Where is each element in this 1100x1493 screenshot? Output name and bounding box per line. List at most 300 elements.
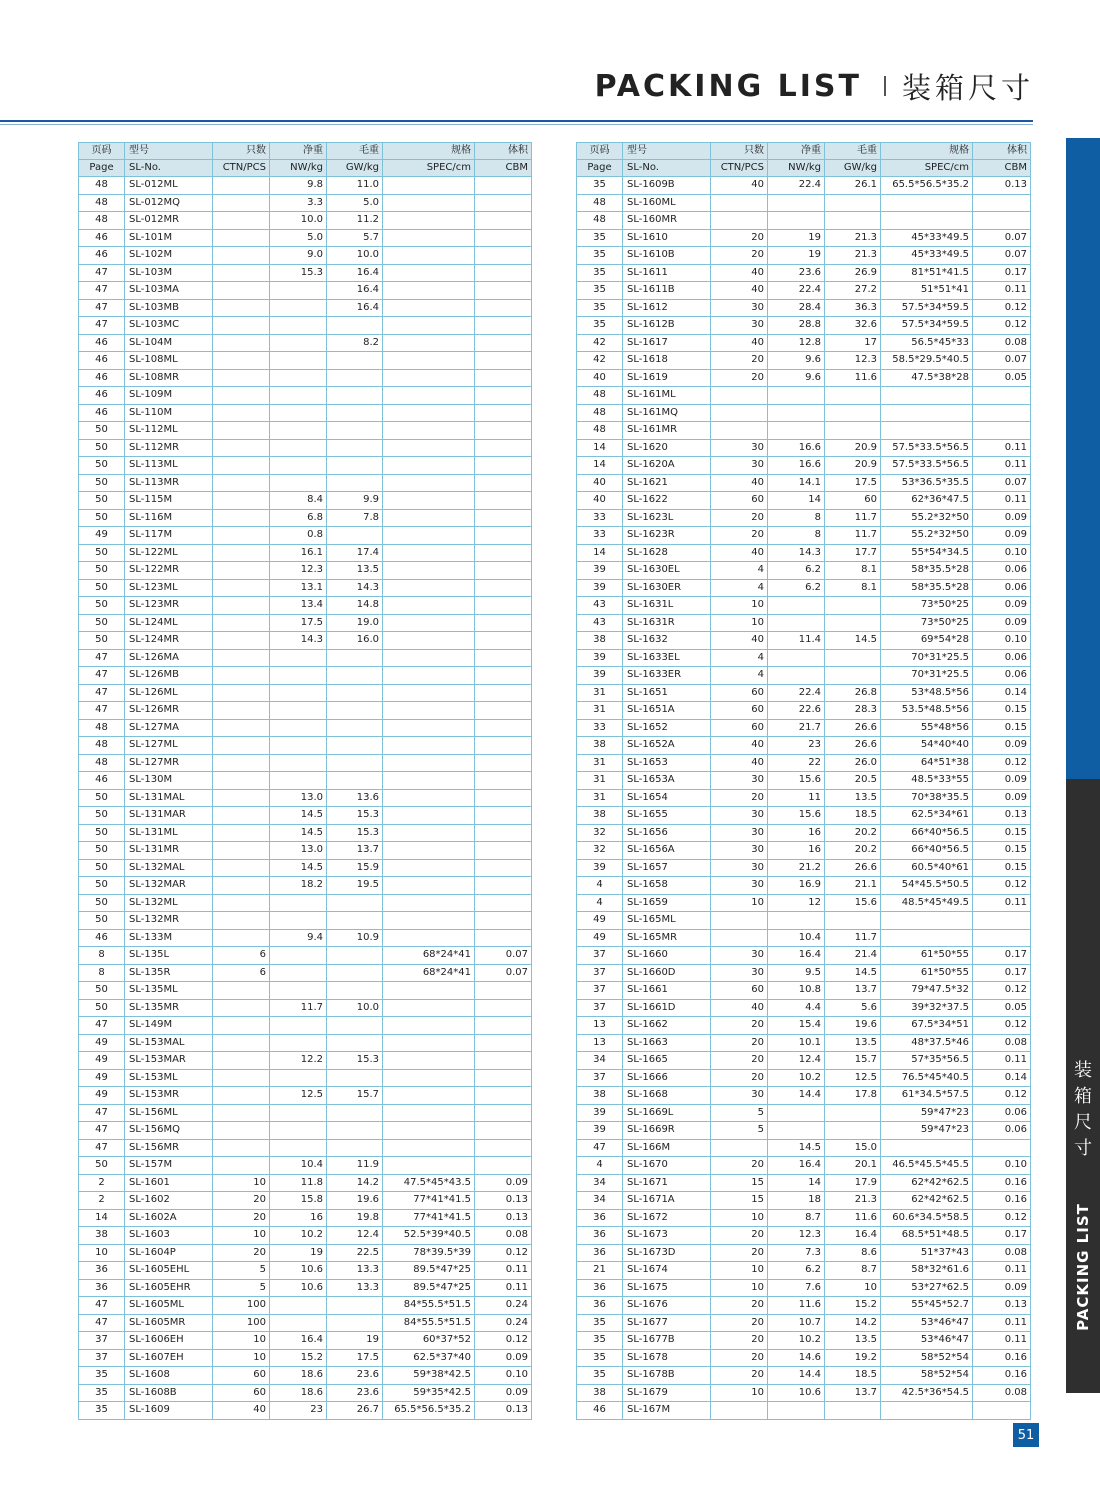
- model-cell: SL-104M: [125, 334, 213, 352]
- page-cell: 35: [577, 229, 623, 247]
- spec-cell: 58*35.5*28: [881, 562, 973, 580]
- page-cell: 35: [577, 1314, 623, 1332]
- cbm-cell: [475, 264, 532, 282]
- page-cell: 33: [577, 719, 623, 737]
- spec-cell: 62.5*34*61: [881, 807, 973, 825]
- cbm-cell: [475, 1087, 532, 1105]
- model-cell: SL-135MR: [125, 999, 213, 1017]
- page-cell: 36: [577, 1209, 623, 1227]
- nw-cell: [768, 649, 825, 667]
- ctn-pcs-cell: [213, 562, 270, 580]
- nw-cell: 22: [768, 754, 825, 772]
- page-cell: 50: [79, 474, 125, 492]
- cbm-cell: [973, 422, 1031, 440]
- cbm-cell: [475, 684, 532, 702]
- page-cell: 39: [577, 1104, 623, 1122]
- page-cell: 14: [577, 439, 623, 457]
- ctn-pcs-cell: 20: [213, 1209, 270, 1227]
- gw-cell: 13.7: [825, 982, 881, 1000]
- gw-cell: 16.4: [825, 1227, 881, 1245]
- page-cell: 35: [79, 1384, 125, 1402]
- cbm-cell: 0.15: [973, 719, 1031, 737]
- gw-cell: [327, 474, 383, 492]
- page-cell: 46: [79, 404, 125, 422]
- model-cell: SL-1656: [623, 824, 711, 842]
- column-header: GW/kg: [327, 160, 383, 177]
- gw-cell: 18.5: [825, 807, 881, 825]
- spec-cell: 79*47.5*32: [881, 982, 973, 1000]
- ctn-pcs-cell: 40: [711, 474, 768, 492]
- spec-cell: [383, 737, 475, 755]
- ctn-pcs-cell: [213, 492, 270, 510]
- ctn-pcs-cell: [711, 404, 768, 422]
- gw-cell: [327, 964, 383, 982]
- ctn-pcs-cell: [213, 789, 270, 807]
- ctn-pcs-cell: [213, 614, 270, 632]
- model-cell: SL-1621: [623, 474, 711, 492]
- model-cell: SL-1611B: [623, 282, 711, 300]
- spec-cell: [383, 597, 475, 615]
- ctn-pcs-cell: 30: [711, 1087, 768, 1105]
- model-cell: SL-126MA: [125, 649, 213, 667]
- spec-cell: 48*37.5*46: [881, 1034, 973, 1052]
- model-cell: SL-1612B: [623, 317, 711, 335]
- gw-cell: 15.6: [825, 894, 881, 912]
- model-cell: SL-122ML: [125, 544, 213, 562]
- cbm-cell: 0.06: [973, 667, 1031, 685]
- page-cell: 50: [79, 544, 125, 562]
- page-cell: 40: [577, 492, 623, 510]
- page-cell: 35: [577, 177, 623, 195]
- model-cell: SL-1674: [623, 1262, 711, 1280]
- gw-cell: 21.3: [825, 1192, 881, 1210]
- ctn-pcs-cell: [213, 264, 270, 282]
- ctn-pcs-cell: 20: [213, 1244, 270, 1262]
- page-cell: 50: [79, 562, 125, 580]
- cbm-cell: [973, 212, 1031, 230]
- nw-cell: 18.2: [270, 877, 327, 895]
- spec-cell: 70*31*25.5: [881, 649, 973, 667]
- model-cell: SL-135R: [125, 964, 213, 982]
- spec-cell: [383, 212, 475, 230]
- cbm-cell: [475, 1157, 532, 1175]
- page-cell: 35: [577, 299, 623, 317]
- table-row: [577, 1349, 1031, 1367]
- nw-cell: 22.4: [768, 177, 825, 195]
- page-cell: 39: [577, 859, 623, 877]
- gw-cell: 14.3: [327, 579, 383, 597]
- cbm-cell: 0.11: [475, 1279, 532, 1297]
- table-row: [79, 492, 532, 510]
- ctn-pcs-cell: 60: [711, 684, 768, 702]
- cbm-cell: 0.17: [973, 947, 1031, 965]
- table-row: [79, 842, 532, 860]
- table-row: [577, 982, 1031, 1000]
- nw-cell: 10.6: [768, 1384, 825, 1402]
- nw-cell: 16.6: [768, 457, 825, 475]
- page-cell: 48: [79, 212, 125, 230]
- gw-cell: 13.3: [327, 1279, 383, 1297]
- nw-cell: 12.3: [270, 562, 327, 580]
- page-cell: 37: [577, 999, 623, 1017]
- model-cell: SL-153ML: [125, 1069, 213, 1087]
- gw-cell: 26.8: [825, 684, 881, 702]
- table-row: [577, 1087, 1031, 1105]
- model-cell: SL-1658: [623, 877, 711, 895]
- ctn-pcs-cell: 40: [711, 999, 768, 1017]
- column-header: CTN/PCS: [711, 160, 768, 177]
- ctn-pcs-cell: 5: [711, 1104, 768, 1122]
- table-row: [577, 754, 1031, 772]
- spec-cell: [383, 264, 475, 282]
- nw-cell: [768, 597, 825, 615]
- gw-cell: 16.4: [327, 299, 383, 317]
- column-header: SPEC/cm: [881, 160, 973, 177]
- gw-cell: 26.6: [825, 859, 881, 877]
- gw-cell: [327, 404, 383, 422]
- ctn-pcs-cell: 30: [711, 964, 768, 982]
- ctn-pcs-cell: 10: [711, 1209, 768, 1227]
- model-cell: SL-1620A: [623, 457, 711, 475]
- page-cell: 34: [577, 1192, 623, 1210]
- cbm-cell: 0.10: [475, 1367, 532, 1385]
- nw-cell: [270, 422, 327, 440]
- table-row: [79, 597, 532, 615]
- cbm-cell: [475, 1122, 532, 1140]
- nw-cell: [768, 912, 825, 930]
- table-row: [577, 772, 1031, 790]
- spec-cell: 47.5*38*28: [881, 369, 973, 387]
- table-row: [577, 1122, 1031, 1140]
- nw-cell: 22.4: [768, 684, 825, 702]
- gw-cell: [327, 982, 383, 1000]
- spec-cell: 65.5*56.5*35.2: [881, 177, 973, 195]
- model-cell: SL-116M: [125, 509, 213, 527]
- cbm-cell: [475, 1052, 532, 1070]
- gw-cell: 20.5: [825, 772, 881, 790]
- ctn-pcs-cell: 10: [213, 1349, 270, 1367]
- gw-cell: [327, 387, 383, 405]
- table-row: [79, 1017, 532, 1035]
- nw-cell: 11.7: [270, 999, 327, 1017]
- ctn-pcs-cell: 30: [711, 877, 768, 895]
- model-cell: SL-131MR: [125, 842, 213, 860]
- page-cell: 47: [79, 264, 125, 282]
- cbm-cell: [475, 352, 532, 370]
- gw-cell: 10.0: [327, 247, 383, 265]
- nw-cell: 16: [270, 1209, 327, 1227]
- gw-cell: 12.3: [825, 352, 881, 370]
- cbm-cell: 0.09: [475, 1384, 532, 1402]
- page-cell: 49: [79, 1069, 125, 1087]
- cbm-cell: [475, 1104, 532, 1122]
- spec-cell: [383, 667, 475, 685]
- column-header: GW/kg: [825, 160, 881, 177]
- spec-cell: 64*51*38: [881, 754, 973, 772]
- table-row: [79, 1087, 532, 1105]
- cbm-cell: 0.07: [973, 474, 1031, 492]
- model-cell: SL-1602: [125, 1192, 213, 1210]
- cbm-cell: 0.10: [973, 1157, 1031, 1175]
- page-cell: 34: [577, 1052, 623, 1070]
- page-cell: 4: [577, 894, 623, 912]
- model-cell: SL-132MAL: [125, 859, 213, 877]
- spec-cell: 51*37*43: [881, 1244, 973, 1262]
- side-label-en-wrap: [1066, 1197, 1100, 1337]
- table-row: [79, 282, 532, 300]
- spec-cell: [383, 842, 475, 860]
- model-cell: SL-160ML: [623, 194, 711, 212]
- spec-cell: 58*52*54: [881, 1367, 973, 1385]
- model-cell: SL-166M: [623, 1139, 711, 1157]
- page-cell: 35: [577, 1349, 623, 1367]
- ctn-pcs-cell: 4: [711, 562, 768, 580]
- spec-cell: 76.5*45*40.5: [881, 1069, 973, 1087]
- cbm-cell: 0.11: [973, 1052, 1031, 1070]
- spec-cell: 58*52*54: [881, 1349, 973, 1367]
- gw-cell: [825, 194, 881, 212]
- nw-cell: [270, 772, 327, 790]
- ctn-pcs-cell: 40: [711, 177, 768, 195]
- cbm-cell: 0.11: [475, 1262, 532, 1280]
- ctn-pcs-cell: 10: [213, 1332, 270, 1350]
- model-cell: SL-1622: [623, 492, 711, 510]
- spec-cell: 57.5*33.5*56.5: [881, 439, 973, 457]
- table-row: [79, 1332, 532, 1350]
- gw-cell: 15.3: [327, 824, 383, 842]
- gw-cell: [327, 457, 383, 475]
- side-label-cn: [1066, 1058, 1100, 1162]
- model-cell: SL-131ML: [125, 824, 213, 842]
- table-row: [577, 807, 1031, 825]
- gw-cell: 26.9: [825, 264, 881, 282]
- page-cell: 8: [79, 947, 125, 965]
- ctn-pcs-cell: 10: [711, 894, 768, 912]
- model-cell: SL-1610: [623, 229, 711, 247]
- gw-cell: 16.4: [327, 264, 383, 282]
- nw-cell: 28.8: [768, 317, 825, 335]
- page-cell: 50: [79, 912, 125, 930]
- spec-cell: 59*38*42.5: [383, 1367, 475, 1385]
- nw-cell: [270, 754, 327, 772]
- gw-cell: 20.9: [825, 457, 881, 475]
- spec-cell: 89.5*47*25: [383, 1262, 475, 1280]
- model-cell: SL-1673D: [623, 1244, 711, 1262]
- model-cell: SL-153MR: [125, 1087, 213, 1105]
- nw-cell: 18: [768, 1192, 825, 1210]
- table-row: [577, 229, 1031, 247]
- spec-cell: [383, 527, 475, 545]
- nw-cell: 15.6: [768, 772, 825, 790]
- gw-cell: [327, 1139, 383, 1157]
- gw-cell: 11.7: [825, 509, 881, 527]
- column-header: CBM: [973, 160, 1031, 177]
- packing-table-right: [576, 142, 1031, 1420]
- page-cell: 46: [79, 229, 125, 247]
- table-row: [79, 982, 532, 1000]
- model-cell: SL-1601: [125, 1174, 213, 1192]
- ctn-pcs-cell: 10: [213, 1227, 270, 1245]
- page-cell: 43: [577, 614, 623, 632]
- table-row: [577, 1227, 1031, 1245]
- gw-cell: 15.3: [327, 807, 383, 825]
- ctn-pcs-cell: [213, 1139, 270, 1157]
- cbm-cell: 0.08: [973, 1244, 1031, 1262]
- table-row: [577, 947, 1031, 965]
- cbm-cell: 0.08: [973, 1034, 1031, 1052]
- nw-cell: 8: [768, 527, 825, 545]
- spec-cell: 70*31*25.5: [881, 667, 973, 685]
- ctn-pcs-cell: [711, 912, 768, 930]
- model-cell: SL-122MR: [125, 562, 213, 580]
- page-cell: 13: [577, 1034, 623, 1052]
- model-cell: SL-1656A: [623, 842, 711, 860]
- model-cell: SL-117M: [125, 527, 213, 545]
- page-cell: 13: [577, 1017, 623, 1035]
- gw-cell: 26.0: [825, 754, 881, 772]
- ctn-pcs-cell: 20: [711, 527, 768, 545]
- ctn-pcs-cell: 40: [711, 334, 768, 352]
- table-row: [577, 474, 1031, 492]
- model-cell: SL-1652: [623, 719, 711, 737]
- model-cell: SL-1605EHL: [125, 1262, 213, 1280]
- ctn-pcs-cell: [213, 597, 270, 615]
- model-cell: SL-1612: [623, 299, 711, 317]
- table-row: [577, 562, 1031, 580]
- page-cell: 39: [577, 1122, 623, 1140]
- model-cell: SL-131MAR: [125, 807, 213, 825]
- spec-cell: 53*46*47: [881, 1332, 973, 1350]
- ctn-pcs-cell: 60: [711, 982, 768, 1000]
- ctn-pcs-cell: 20: [711, 1332, 768, 1350]
- cbm-cell: 0.09: [973, 509, 1031, 527]
- gw-cell: 22.5: [327, 1244, 383, 1262]
- cbm-cell: 0.15: [973, 842, 1031, 860]
- table-row: [79, 474, 532, 492]
- ctn-pcs-cell: 60: [711, 492, 768, 510]
- spec-cell: [383, 299, 475, 317]
- model-cell: SL-1628: [623, 544, 711, 562]
- cbm-cell: 0.09: [973, 597, 1031, 615]
- spec-cell: [383, 632, 475, 650]
- table-row: [79, 1244, 532, 1262]
- gw-cell: 17.5: [327, 1349, 383, 1367]
- page-cell: 47: [79, 1297, 125, 1315]
- model-cell: SL-1623L: [623, 509, 711, 527]
- spec-cell: [383, 1122, 475, 1140]
- table-row: [79, 1349, 532, 1367]
- page-header: [595, 64, 1034, 108]
- spec-cell: [383, 404, 475, 422]
- model-cell: SL-112MR: [125, 439, 213, 457]
- page-cell: 46: [79, 929, 125, 947]
- table-row: [577, 1279, 1031, 1297]
- nw-cell: 16.1: [270, 544, 327, 562]
- nw-cell: 12.3: [768, 1227, 825, 1245]
- spec-cell: 62*36*47.5: [881, 492, 973, 510]
- table-row: [79, 562, 532, 580]
- model-cell: SL-156ML: [125, 1104, 213, 1122]
- model-cell: SL-1655: [623, 807, 711, 825]
- cbm-cell: [475, 194, 532, 212]
- spec-cell: [383, 509, 475, 527]
- ctn-pcs-cell: [213, 1087, 270, 1105]
- page-cell: 50: [79, 982, 125, 1000]
- gw-cell: [327, 1104, 383, 1122]
- table-row: [79, 1139, 532, 1157]
- table-row: [577, 684, 1031, 702]
- spec-cell: [383, 317, 475, 335]
- page-cell: 4: [577, 1157, 623, 1175]
- nw-cell: 10.2: [768, 1332, 825, 1350]
- gw-cell: 9.9: [327, 492, 383, 510]
- gw-cell: [825, 614, 881, 632]
- ctn-pcs-cell: 20: [711, 1314, 768, 1332]
- spec-cell: [383, 999, 475, 1017]
- page-cell: 39: [577, 667, 623, 685]
- table-row: [577, 1332, 1031, 1350]
- model-cell: SL-1623R: [623, 527, 711, 545]
- spec-cell: [383, 894, 475, 912]
- page-cell: 31: [577, 754, 623, 772]
- cbm-cell: [475, 177, 532, 195]
- gw-cell: [825, 649, 881, 667]
- nw-cell: [768, 404, 825, 422]
- gw-cell: [327, 737, 383, 755]
- table-row: [577, 177, 1031, 195]
- ctn-pcs-cell: [711, 212, 768, 230]
- gw-cell: 20.1: [825, 1157, 881, 1175]
- model-cell: SL-110M: [125, 404, 213, 422]
- nw-cell: 9.6: [768, 352, 825, 370]
- gw-cell: 15.7: [327, 1087, 383, 1105]
- model-cell: SL-102M: [125, 247, 213, 265]
- ctn-pcs-cell: 4: [711, 649, 768, 667]
- ctn-pcs-cell: 60: [213, 1384, 270, 1402]
- spec-cell: [383, 702, 475, 720]
- spec-cell: 57.5*34*59.5: [881, 317, 973, 335]
- spec-cell: 84*55.5*51.5: [383, 1297, 475, 1315]
- spec-cell: [881, 929, 973, 947]
- model-cell: SL-103MB: [125, 299, 213, 317]
- model-cell: SL-1651A: [623, 702, 711, 720]
- nw-cell: 14.5: [270, 859, 327, 877]
- nw-cell: [270, 667, 327, 685]
- nw-cell: [270, 457, 327, 475]
- spec-cell: [383, 1104, 475, 1122]
- ctn-pcs-cell: [711, 422, 768, 440]
- model-cell: SL-112ML: [125, 422, 213, 440]
- model-cell: SL-132ML: [125, 894, 213, 912]
- column-header: 体积: [973, 143, 1031, 160]
- spec-cell: 68.5*51*48.5: [881, 1227, 973, 1245]
- table-row: [577, 842, 1031, 860]
- gw-cell: 36.3: [825, 299, 881, 317]
- gw-cell: 11.6: [825, 369, 881, 387]
- model-cell: SL-103MA: [125, 282, 213, 300]
- table-row: [79, 1174, 532, 1192]
- page-cell: 38: [577, 1087, 623, 1105]
- nw-cell: [768, 194, 825, 212]
- ctn-pcs-cell: [213, 929, 270, 947]
- header-rule-thin: [0, 124, 1033, 125]
- table-row: [577, 1297, 1031, 1315]
- page-cell: 49: [577, 912, 623, 930]
- table-row: [79, 422, 532, 440]
- model-cell: SL-1659: [623, 894, 711, 912]
- nw-cell: [270, 1034, 327, 1052]
- gw-cell: 17.9: [825, 1174, 881, 1192]
